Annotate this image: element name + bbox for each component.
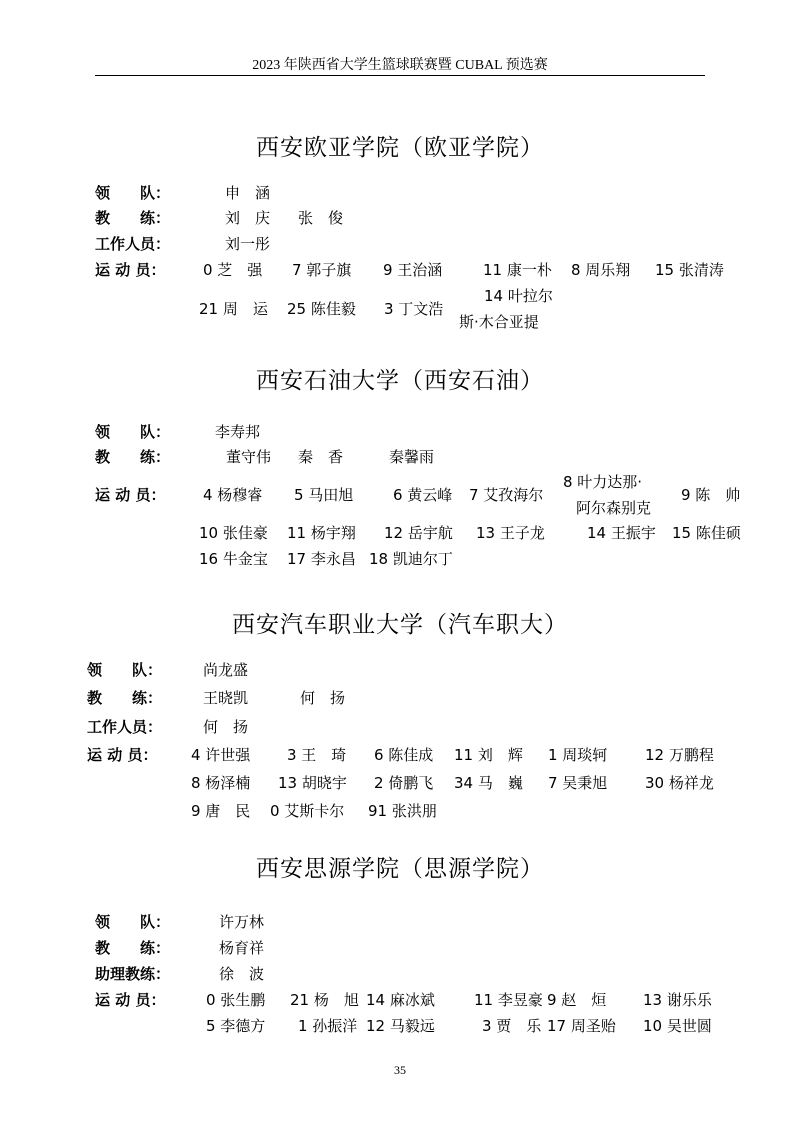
player-name: 10 吴世圆: [643, 1017, 712, 1035]
player-name: 9 陈 帅: [681, 486, 741, 504]
coach-label: 教 练：: [95, 448, 171, 466]
leader-name: 李寿邦: [215, 423, 261, 441]
player-name: 3 王 琦: [287, 746, 347, 764]
player-name: 1 孙振洋: [298, 1017, 358, 1035]
coach-label: 教 练：: [87, 689, 163, 707]
page-header: 2023 年陕西省大学生篮球联赛暨 CUBAL 预选赛: [252, 58, 548, 73]
coach-name: 刘 庆: [225, 209, 271, 227]
players-label: 运 动 员：: [95, 991, 166, 1009]
player-name: 11 刘 辉: [454, 746, 523, 764]
player-name: 1 周琰轲: [548, 746, 608, 764]
page-number: 35: [394, 1063, 406, 1077]
player-name-line1: 8 叶力达那·: [563, 473, 643, 491]
player-name: 8 杨泽楠: [191, 774, 251, 792]
player-name: 17 周圣贻: [547, 1017, 616, 1035]
player-name: 3 丁文浩: [384, 300, 444, 318]
player-name: 21 周 运: [199, 300, 268, 318]
leader-label: 领 队：: [87, 661, 163, 679]
player-name: 14 王振宇: [587, 524, 656, 542]
player-name: 0 芝 强: [203, 261, 263, 279]
player-name: 34 马 巍: [454, 774, 523, 792]
leader-label: 领 队：: [95, 913, 171, 931]
player-name: 5 李德方: [206, 1017, 266, 1035]
coach-label: 教 练：: [95, 939, 171, 957]
assistant-coach-label: 助理教练：: [95, 965, 171, 983]
player-name: 9 赵 烜: [547, 991, 607, 1009]
team-title-shiyou: 西安石油大学（西安石油）: [256, 368, 544, 394]
player-name: 13 王子龙: [476, 524, 545, 542]
assistant-coach-name: 徐 波: [219, 965, 265, 983]
team-title-qiche: 西安汽车职业大学（汽车职大）: [232, 612, 568, 638]
player-name: 15 陈佳硕: [672, 524, 741, 542]
player-name: 0 艾斯卡尔: [270, 802, 345, 820]
player-name-line2: 阿尔森别克: [576, 499, 652, 517]
player-name-line2: 斯·木合亚提: [459, 313, 539, 331]
staff-name: 刘一彤: [225, 235, 271, 253]
player-name: 17 李永昌: [287, 550, 356, 568]
coach-label: 教 练：: [95, 209, 171, 227]
player-name: 12 马毅远: [366, 1017, 435, 1035]
leader-name: 许万林: [219, 913, 265, 931]
player-name: 16 牛金宝: [199, 550, 268, 568]
player-name: 7 吴秉旭: [548, 774, 608, 792]
player-name: 11 康一朴: [483, 261, 552, 279]
player-name: 11 李昱豪: [474, 991, 543, 1009]
player-name: 3 贾 乐: [482, 1017, 542, 1035]
player-name: 7 艾孜海尔: [469, 486, 544, 504]
player-name: 5 马田旭: [294, 486, 354, 504]
team-title-siyuan: 西安思源学院（思源学院）: [256, 856, 544, 882]
player-name: 7 郭子旗: [292, 261, 352, 279]
staff-label: 工作人员：: [87, 718, 163, 736]
leader-name: 尚龙盛: [203, 661, 249, 679]
player-name: 30 杨祥龙: [645, 774, 714, 792]
leader-label: 领 队：: [95, 423, 171, 441]
coach-name: 秦馨雨: [389, 448, 435, 466]
player-name: 0 张生鹏: [206, 991, 266, 1009]
players-label: 运 动 员：: [95, 261, 166, 279]
players-label: 运 动 员：: [87, 746, 158, 764]
player-name: 21 杨 旭: [290, 991, 359, 1009]
player-name: 12 万鹏程: [645, 746, 714, 764]
player-name: 15 张清涛: [655, 261, 724, 279]
player-name: 6 黄云峰: [393, 486, 453, 504]
coach-name: 王晓凯: [203, 689, 249, 707]
header-rule: [95, 75, 705, 76]
coach-name: 杨育祥: [219, 939, 265, 957]
staff-name: 何 扬: [203, 718, 249, 736]
player-name: 4 杨穆睿: [203, 486, 263, 504]
player-name: 91 张洪朋: [368, 802, 437, 820]
leader-name: 申 涵: [225, 184, 271, 202]
player-name: 12 岳宇航: [384, 524, 453, 542]
player-name: 9 唐 民: [191, 802, 251, 820]
leader-label: 领 队：: [95, 184, 171, 202]
player-name-line1: 14 叶拉尔: [484, 287, 553, 305]
staff-label: 工作人员：: [95, 235, 171, 253]
player-name: 8 周乐翔: [571, 261, 631, 279]
player-name: 9 王治涵: [383, 261, 443, 279]
player-name: 14 麻冰斌: [366, 991, 435, 1009]
players-label: 运 动 员：: [95, 486, 166, 504]
coach-name: 何 扬: [300, 689, 346, 707]
coach-name: 秦 香: [298, 448, 344, 466]
player-name: 11 杨宇翔: [287, 524, 356, 542]
player-name: 13 谢乐乐: [643, 991, 712, 1009]
player-name: 25 陈佳毅: [287, 300, 356, 318]
player-name: 2 倚鹏飞: [374, 774, 434, 792]
coach-name: 董守伟: [226, 448, 272, 466]
coach-name: 张 俊: [298, 209, 344, 227]
player-name: 18 凯迪尔丁: [369, 550, 453, 568]
player-name: 10 张佳豪: [199, 524, 268, 542]
player-name: 13 胡晓宇: [278, 774, 347, 792]
team-title-ouya: 西安欧亚学院（欧亚学院）: [256, 135, 544, 161]
player-name: 6 陈佳成: [374, 746, 434, 764]
player-name: 4 许世强: [191, 746, 251, 764]
